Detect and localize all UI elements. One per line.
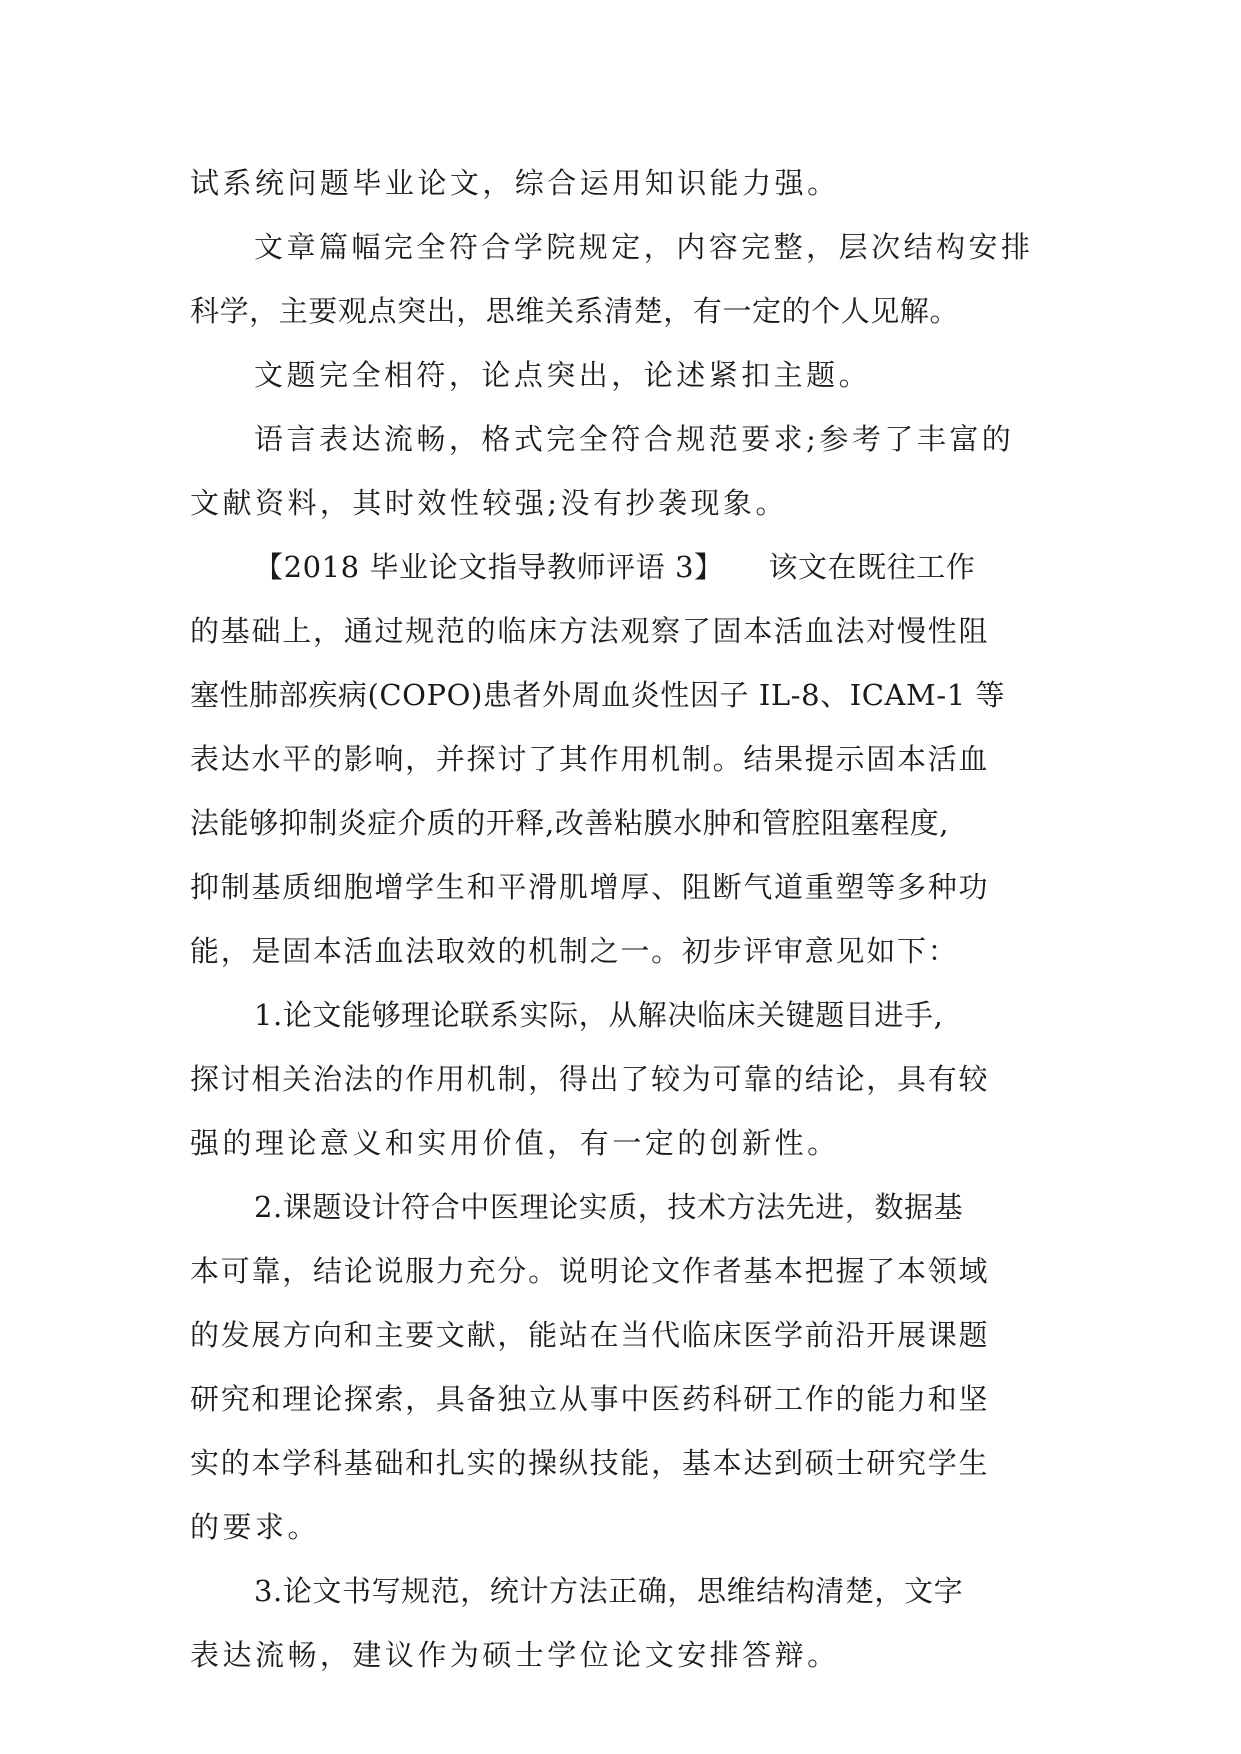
text-line: 1.论文能够理论联系实际，从解决临床关键题目进手, bbox=[254, 998, 944, 1032]
text-line: 研究和理论探索，具备独立从事中医药科研工作的能力和坚 bbox=[190, 1382, 990, 1416]
text-line: 强的理论意义和实用价值，有一定的创新性。 bbox=[190, 1126, 840, 1160]
text-line: 表达流畅，建议作为硕士学位论文安排答辩。 bbox=[190, 1638, 840, 1672]
text-line: 法能够抑制炎症介质的开释,改善粘膜水肿和管腔阻塞程度, bbox=[190, 806, 950, 840]
text-line: 语言表达流畅，格式完全符合规范要求;参考了丰富的 bbox=[254, 422, 1015, 456]
text-line: 表达水平的影响，并探讨了其作用机制。结果提示固本活血 bbox=[190, 742, 990, 776]
text-line: 【2018 毕业论文指导教师评语 3】 该文在既往工作 bbox=[254, 550, 976, 584]
text-line: 2.课题设计符合中医理论实质，技术方法先进，数据基 bbox=[254, 1190, 964, 1224]
document-body bbox=[190, 151, 1050, 1687]
text-line: 的发展方向和主要文献，能站在当代临床医学前沿开展课题 bbox=[190, 1318, 990, 1352]
text-line: 抑制基质细胞增学生和平滑肌增厚、阻断气道重塑等多种功 bbox=[190, 870, 990, 904]
text-line: 的要求。 bbox=[190, 1510, 320, 1544]
text-line: 3.论文书写规范，统计方法正确，思维结构清楚，文字 bbox=[254, 1574, 964, 1608]
text-line: 探讨相关治法的作用机制，得出了较为可靠的结论，具有较 bbox=[190, 1062, 990, 1096]
text-line: 的基础上，通过规范的临床方法观察了固本活血法对慢性阻 bbox=[190, 614, 990, 648]
text-line: 科学，主要观点突出，思维关系清楚，有一定的个人见解。 bbox=[190, 294, 960, 328]
text-line: 本可靠，结论说服力充分。说明论文作者基本把握了本领域 bbox=[190, 1254, 990, 1288]
text-line: 实的本学科基础和扎实的操纵技能，基本达到硕士研究学生 bbox=[190, 1446, 990, 1480]
text-line: 文题完全相符，论点突出，论述紧扣主题。 bbox=[254, 358, 872, 392]
text-line: 试系统问题毕业论文，综合运用知识能力强。 bbox=[190, 166, 840, 200]
text-line: 文献资料，其时效性较强;没有抄袭现象。 bbox=[190, 486, 788, 520]
text-line: 能，是固本活血法取效的机制之一。初步评审意见如下： bbox=[190, 934, 959, 968]
text-line: 文章篇幅完全符合学院规定，内容完整，层次结构安排 bbox=[254, 230, 1034, 264]
text-line: 塞性肺部疾病(COPO)患者外周血炎性因子 IL-8、ICAM-1 等 bbox=[190, 678, 1006, 712]
